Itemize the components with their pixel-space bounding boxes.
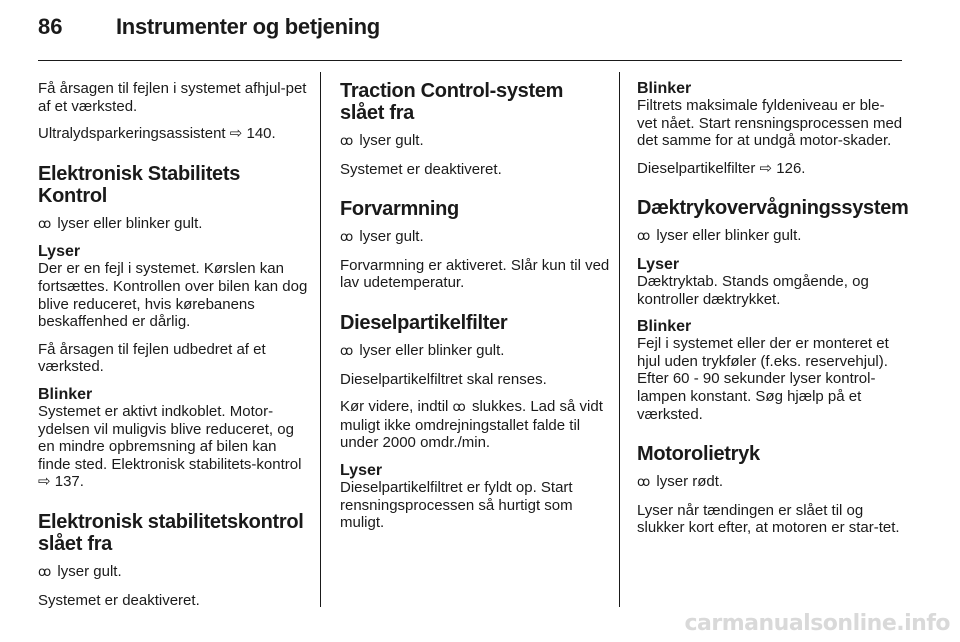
page-number: 86 bbox=[38, 14, 63, 39]
section-heading-esp-off: Elektronisk stabilitetskontrol slået fra bbox=[38, 510, 304, 555]
indicator-status bbox=[637, 227, 903, 246]
watermark: carmanualsonline.info bbox=[684, 611, 950, 636]
diesel-particle-filter-icon: ꝏ bbox=[340, 343, 354, 359]
status-text: lyser eller blinker gult. bbox=[57, 214, 203, 232]
paragraph: Kør videre, indtil ꝏ slukkes. Lad så vidt muligt ikke omdrejningstallet falde til under 2000 omdr./min. bbox=[340, 398, 603, 452]
esp-off-icon: ꝏ bbox=[38, 564, 52, 580]
indicator-status bbox=[637, 473, 903, 492]
column-middle bbox=[340, 80, 612, 542]
section-heading-esp: Elektronisk Stabilitets Kontrol bbox=[38, 162, 241, 207]
column-left bbox=[38, 80, 310, 619]
subheading: Lyser bbox=[38, 243, 81, 261]
paragraph: Dieselpartikelfiltret er fyldt op. Start rensningsprocessen så hurtigt som muligt. bbox=[340, 478, 573, 532]
indicator-status bbox=[340, 342, 612, 361]
preheat-coil-icon: ꝏ bbox=[340, 230, 354, 246]
subheading: Blinker bbox=[637, 318, 692, 336]
paragraph: Lyser når tændingen er slået til og slukker kort efter, at motoren er star-tet. bbox=[637, 501, 900, 537]
paragraph: Dieselpartikelfiltret skal renses. bbox=[340, 370, 547, 388]
status-text: lyser eller blinker gult. bbox=[359, 341, 505, 359]
status-text: lyser gult. bbox=[359, 132, 424, 149]
paragraph: Der er en fejl i systemet. Kørslen kan fortsættes. Kontrollen over bilen kan dog blive reduceret, hvis kørebanens beskaffenhed er dårlig. bbox=[38, 260, 308, 331]
column-divider bbox=[320, 72, 321, 607]
indicator-status bbox=[38, 215, 310, 234]
subheading: Blinker bbox=[38, 385, 93, 403]
paragraph: Filtrets maksimale fyldeniveau er ble-vet nået. Start rensningsprocessen med det samme for at undgå motor-skader. bbox=[637, 97, 903, 150]
section-heading-tc-off: Traction Control-system slået fra bbox=[340, 80, 564, 124]
paragraph: Få årsagen til fejlen udbedret af et værksted. bbox=[38, 340, 266, 376]
section-heading-tpms: Dæktrykovervågningssystem bbox=[637, 197, 909, 220]
section-heading-dpf: Dieselpartikelfilter bbox=[340, 311, 508, 334]
column-divider bbox=[619, 72, 620, 607]
status-text: lyser rødt. bbox=[656, 473, 724, 491]
paragraph: Få årsagen til fejlen i systemet afhjul-pet af et værksted. bbox=[38, 80, 307, 115]
indicator-status bbox=[340, 132, 612, 151]
page-title: Instrumenter og betjening bbox=[116, 14, 380, 39]
indicator-status bbox=[340, 228, 612, 247]
subheading: Lyser bbox=[340, 461, 383, 479]
section-heading-oil: Motorolietryk bbox=[637, 443, 760, 466]
section-heading-preheat: Forvarmning bbox=[340, 198, 459, 221]
paragraph: Systemet er deaktiveret. bbox=[38, 591, 200, 609]
subheading: Blinker bbox=[637, 80, 692, 97]
page-header bbox=[38, 14, 380, 50]
paragraph: Systemet er aktivt indkoblet. Motor-ydelsen vil muligvis blive reduceret, og en mindre opbremsning af bilen kan finde sted. Elektronisk stabilitets-kontrol ⇨ 137. bbox=[38, 402, 302, 491]
paragraph: Fejl i systemet eller der er monteret et hjul uden trykføler (f.eks. reservehjul). Efter 60 - 90 sekunder lyser kontrol-lampen konstant. Søg hjælp på et værksted. bbox=[637, 335, 889, 423]
esp-warning-icon: ꝏ bbox=[38, 216, 52, 232]
tire-pressure-icon: ꝏ bbox=[637, 229, 651, 245]
paragraph: Systemet er deaktiveret. bbox=[340, 160, 502, 178]
status-text: lyser gult. bbox=[57, 562, 122, 580]
status-text: lyser eller blinker gult. bbox=[656, 227, 802, 245]
paragraph: Dæktryktab. Stands omgående, og kontroller dæktrykket. bbox=[637, 272, 869, 308]
paragraph: Forvarmning er aktiveret. Slår kun til ved lav udetemperatur. bbox=[340, 256, 610, 292]
column-right bbox=[637, 80, 909, 547]
oil-pressure-icon: ꝏ bbox=[637, 475, 651, 491]
header-divider bbox=[38, 60, 902, 61]
cross-reference: Dieselpartikelfilter ⇨ 126. bbox=[637, 159, 806, 177]
diesel-particle-filter-icon: ꝏ bbox=[452, 400, 466, 416]
subheading: Lyser bbox=[637, 255, 680, 273]
traction-control-off-icon: ꝏ bbox=[340, 134, 354, 149]
status-text: lyser gult. bbox=[359, 228, 424, 246]
indicator-status bbox=[38, 563, 310, 582]
cross-reference: Ultralydsparkeringsassistent ⇨ 140. bbox=[38, 125, 276, 143]
